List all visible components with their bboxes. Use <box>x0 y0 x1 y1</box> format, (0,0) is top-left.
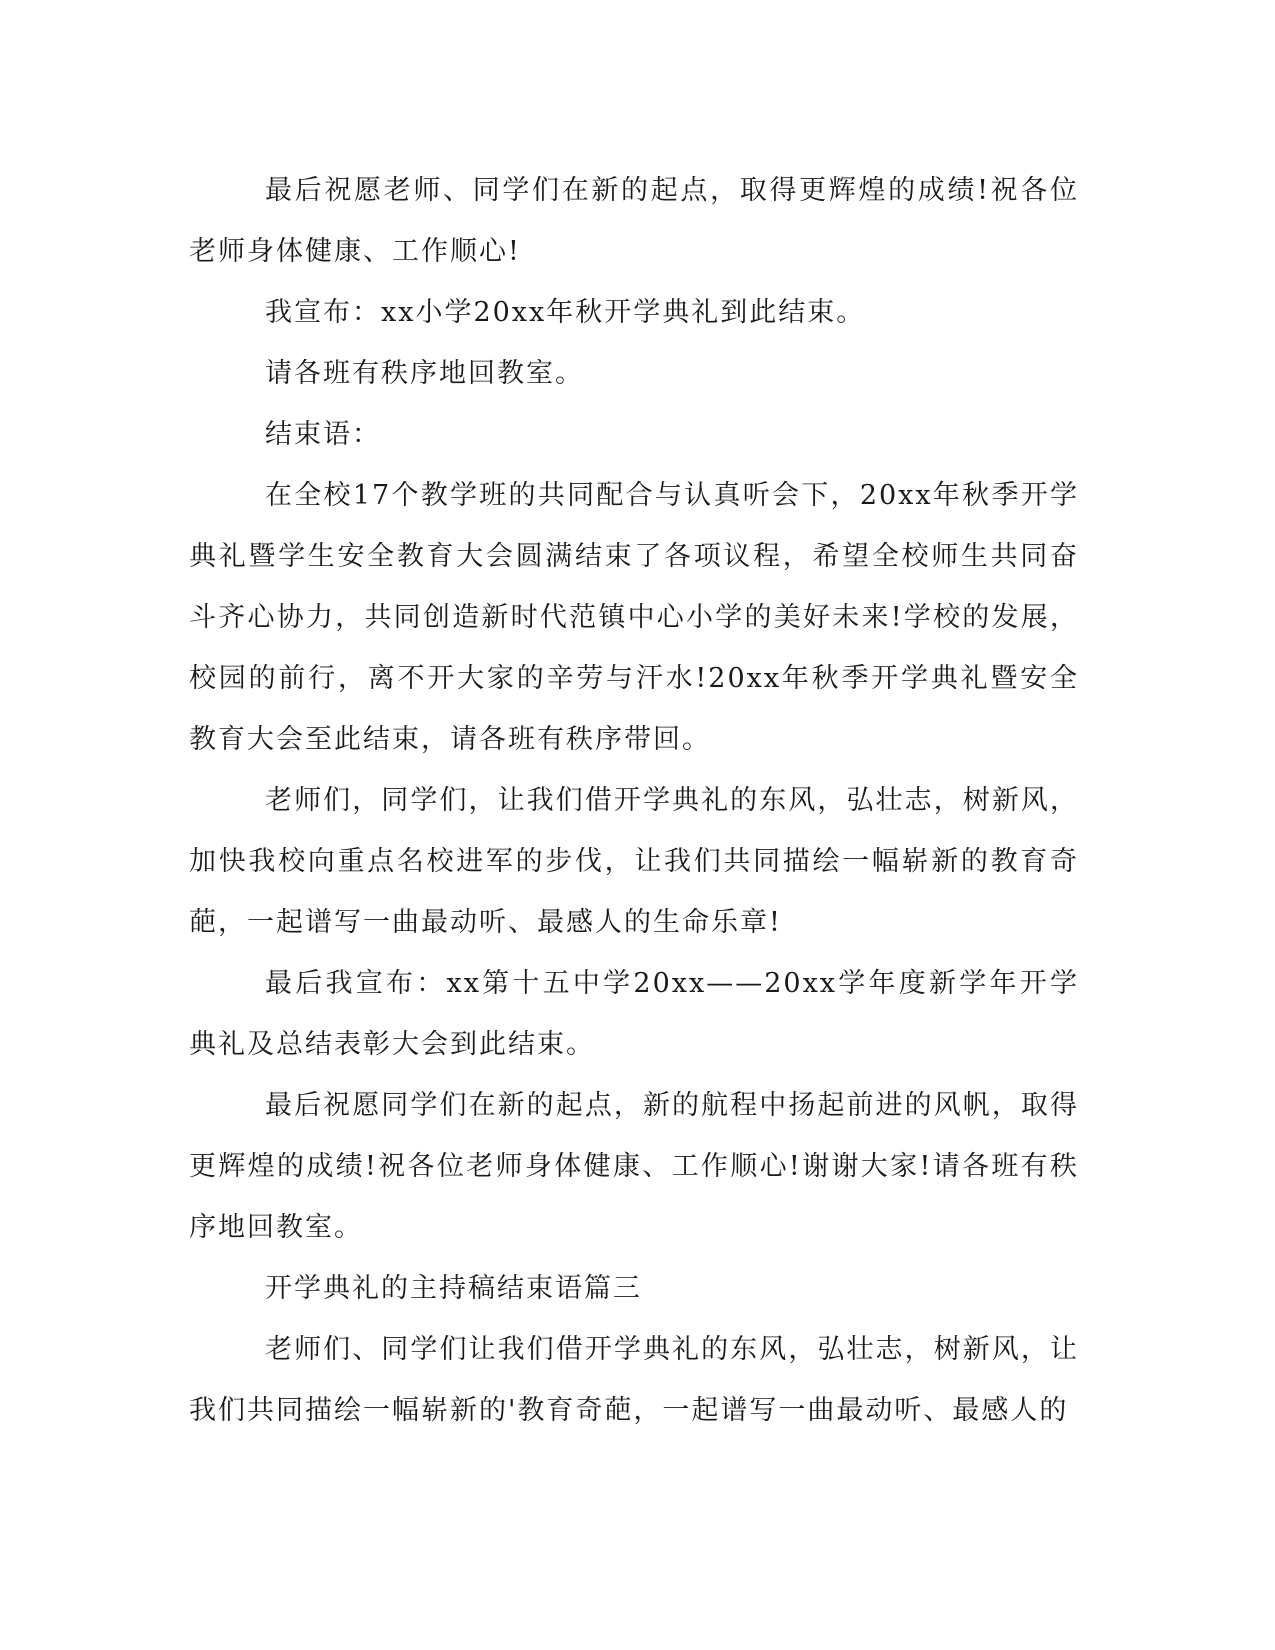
paragraph-announcement: 我宣布：xx小学20xx年秋开学典礼到此结束。 <box>265 297 866 328</box>
paragraph-ceremony-summary: 在全校17个教学班的共同配合与认真听会下，20xx年秋季开学典礼暨学生安全教育大会圆满结束了各项议程，希望全校师生共同奋斗齐心协力，共同创造新时代范镇中心小学的美好未来!学校的发展，校园的前行，离不开大家的辛劳与汗水!20xx年秋季开学典礼暨安全教育大会至此结束，请各班有秩序带回。 <box>189 480 1079 755</box>
document-body <box>189 160 1079 1441</box>
paragraph-return-classroom: 请各班有秩序地回教室。 <box>265 358 584 389</box>
paragraph-encouragement: 老师们，同学们，让我们借开学典礼的东风，弘壮志，树新风，加快我校向重点名校进军的步伐，让我们共同描绘一幅崭新的教育奇葩，一起谱写一曲最动听、最感人的生命乐章! <box>189 785 1079 938</box>
section-heading: 开学典礼的主持稿结束语篇三 <box>265 1273 642 1304</box>
paragraph-closing-wishes: 最后祝愿老师、同学们在新的起点，取得更辉煌的成绩!祝各位老师身体健康、工作顺心! <box>189 175 1079 267</box>
paragraph-closing-heading: 结束语： <box>265 419 381 450</box>
paragraph-final-wishes: 最后祝愿同学们在新的起点，新的航程中扬起前进的风帆，取得更辉煌的成绩!祝各位老师身体健康、工作顺心!谢谢大家!请各班有秩序地回教室。 <box>189 1090 1079 1243</box>
paragraph-section-three-intro: 老师们、同学们让我们借开学典礼的东风，弘壮志，树新风，让我们共同描绘一幅崭新的'教育奇葩，一起谱写一曲最动听、最感人的 <box>189 1334 1079 1426</box>
paragraph-final-announcement: 最后我宣布：xx第十五中学20xx——20xx学年度新学年开学典礼及总结表彰大会到此结束。 <box>189 968 1079 1060</box>
